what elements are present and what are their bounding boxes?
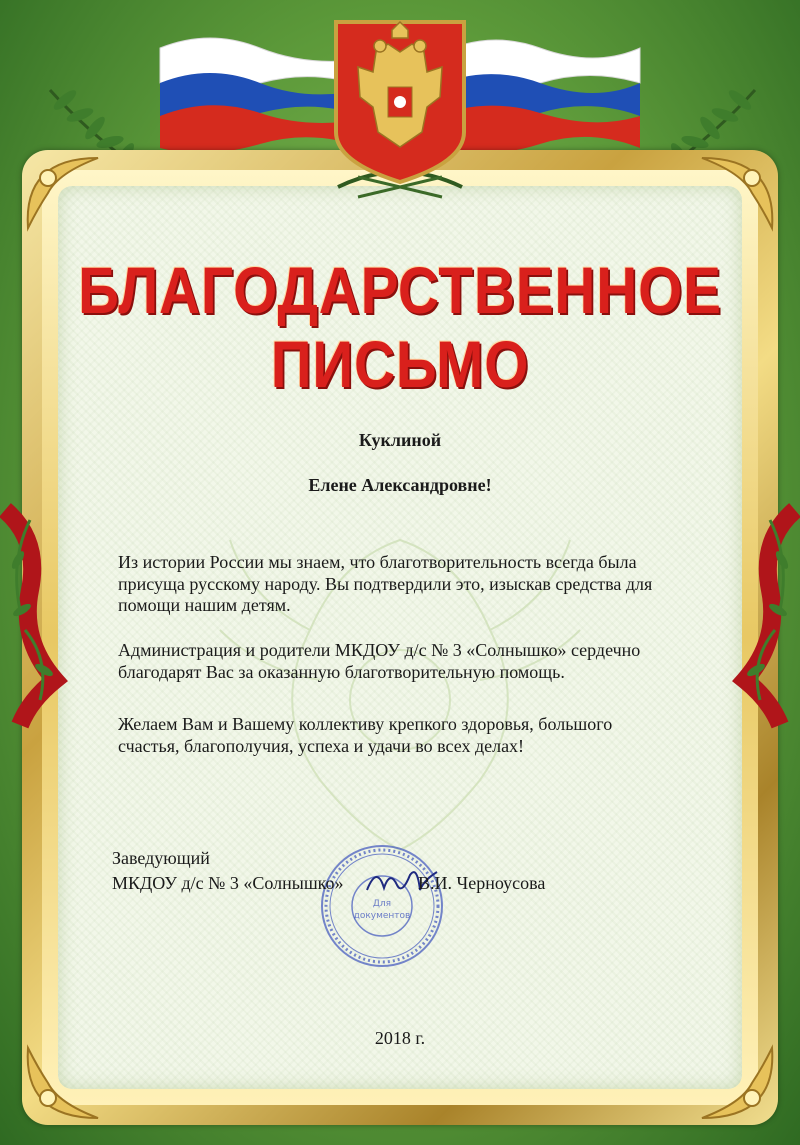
paragraph-line: Из истории России мы знаем, что благотворительность всегда была (118, 552, 637, 572)
paragraph-line: счастья, благополучия, успеха и удачи во всех делах! (118, 735, 525, 756)
paragraph-wishes (118, 714, 698, 757)
paragraph-history (118, 552, 698, 617)
document-year: 2018 г. (374, 1028, 426, 1048)
recipient-surname: Куклиной (358, 430, 442, 450)
paragraph-line: присуща русскому народу. Вы подтвердили это, изыскав средства для (118, 573, 653, 594)
red-ribbon-left-icon (0, 500, 70, 730)
stamp-text-line2: документов (353, 911, 411, 921)
paragraph-line: Желаем Вам и Вашему коллективу крепкого здоровья, большого (118, 714, 613, 734)
certificate-title-line1: БЛАГОДАРСТВЕННОЕ (78, 253, 722, 327)
red-ribbon-right-icon (730, 500, 800, 730)
paragraph-line: Администрация и родители МКДОУ д/с № 3 «Солнышко» сердечно (118, 640, 641, 660)
recipient-name: Елене Александровне! (308, 475, 492, 495)
eagle-watermark-icon (190, 480, 610, 900)
signatory-name: В.И. Черноусова (418, 873, 546, 893)
signatory-position: Заведующий (112, 848, 210, 868)
stamp-text-line1: Для (372, 899, 392, 909)
double-headed-eagle-emblem-icon (318, 12, 482, 212)
paragraph-thanks (118, 640, 698, 683)
paragraph-line: благодарят Вас за оказанную благотворительную помощь. (118, 661, 565, 682)
signatory-organization: МКДОУ д/с № 3 «Солнышко» (112, 873, 344, 893)
certificate-title-line2: ПИСЬМО (270, 327, 530, 401)
paragraph-line: помощи нашим детям. (118, 595, 291, 616)
